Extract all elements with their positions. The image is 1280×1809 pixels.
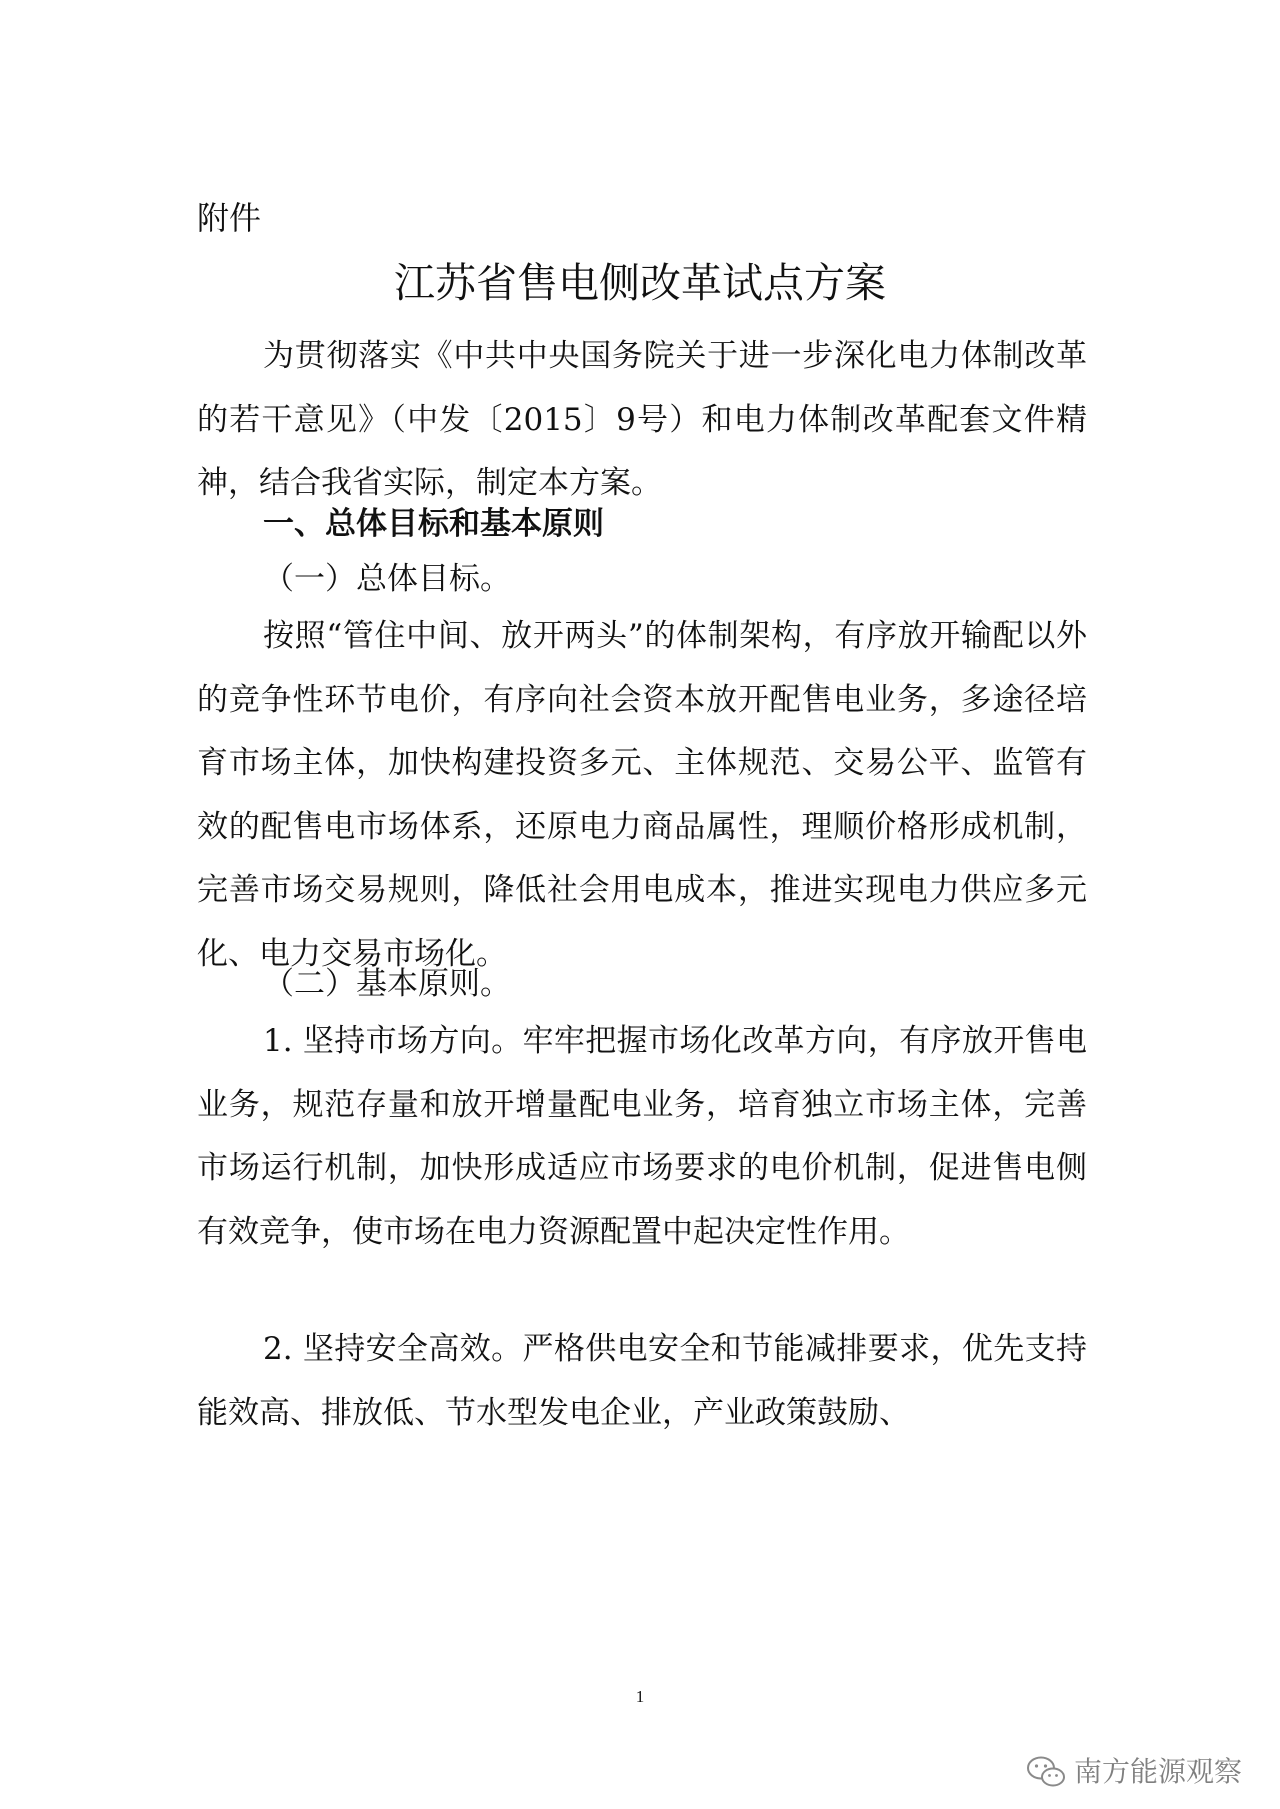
document-title: 江苏省售电侧改革试点方案	[394, 259, 886, 307]
intro-paragraph: 为贯彻落实《中共中央国务院关于进一步深化电力体制改革的若干意见》（中发〔2015〕9号）和电力体制改革配套文件精神，结合我省实际，制定本方案。	[197, 338, 1087, 501]
watermark	[1026, 1752, 1242, 1792]
section-1-2-heading: （二）基本原则。	[263, 966, 511, 1002]
wechat-icon	[1026, 1755, 1066, 1789]
section-1-1-heading: （一）总体目标。	[263, 561, 511, 597]
section-1-1-body: 按照“管住中间、放开两头”的体制架构，有序放开输配以外的竞争性环节电价，有序向社会资本放开配售电业务，多途径培育市场主体，加快构建投资多元、主体规范、交易公平、监管有效的配售电市场体系，还原电力商品属性，理顺价格形成机制，完善市场交易规则，降低社会用电成本，推进实现电力供应多元化、电力交易市场化。	[197, 618, 1087, 972]
attachment-label: 附件	[197, 199, 262, 237]
watermark-text: 南方能源观察	[1073, 1755, 1242, 1788]
principle-1-paragraph: 1. 坚持市场方向。牢牢把握市场化改革方向，有序放开售电业务，规范存量和放开增量配电业务，培育独立市场主体，完善市场运行机制，加快形成适应市场要求的电价机制，促进售电侧有效竞争，使市场在电力资源配置中起决定性作用。	[197, 1023, 1087, 1250]
section-1-heading: 一、总体目标和基本原则	[263, 506, 604, 542]
page-number: 1	[635, 1687, 645, 1706]
principle-2-paragraph: 2. 坚持安全高效。严格供电安全和节能减排要求，优先支持能效高、排放低、节水型发电企业，产业政策鼓励、	[197, 1331, 1087, 1431]
